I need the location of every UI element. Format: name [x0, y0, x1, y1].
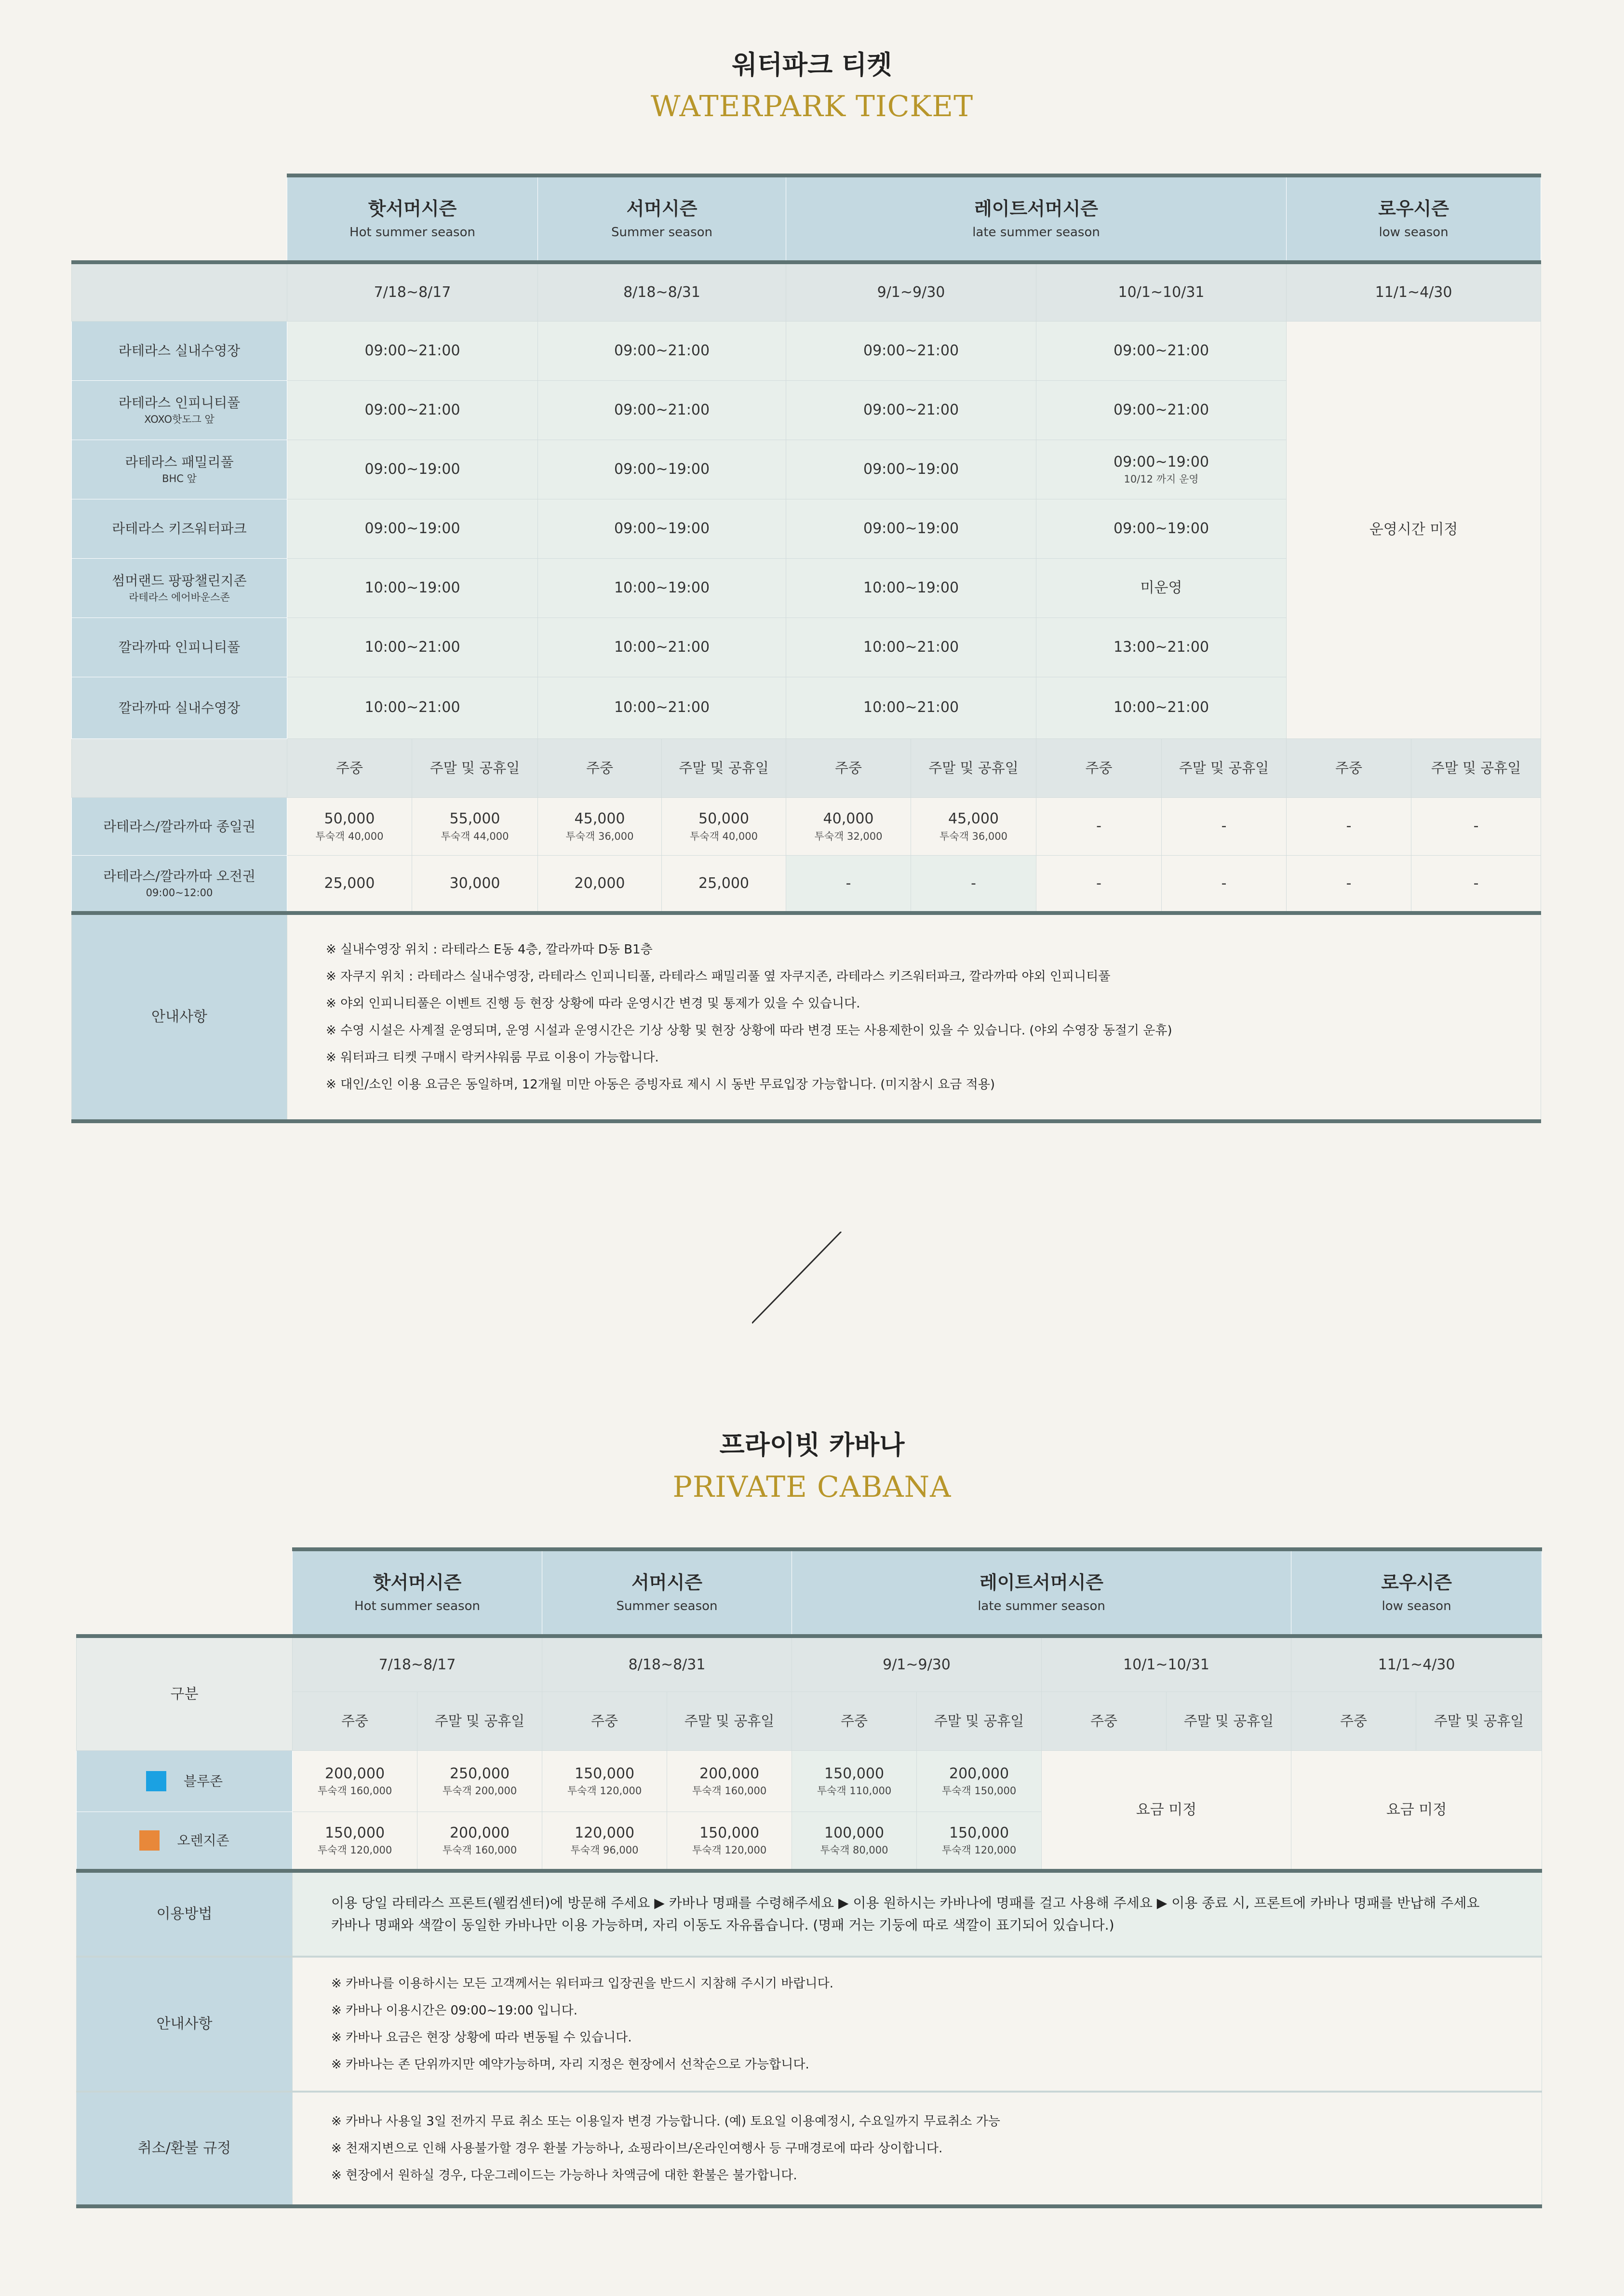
daytype-weekday: 주중	[792, 1692, 917, 1750]
ticket-info-body	[287, 913, 1541, 1121]
daytype-weekend: 주말 및 공휴일	[1162, 738, 1287, 797]
usage-line: 이용 당일 라테라스 프론트(웰컴센터)에 방문해 주세요 ▶ 카바나 명패를 수령해주세요 ▶ 이용 원하시는 카바나에 명패를 걸고 사용해 주세요 ▶ 이용 종료 시, 프론트에 카바나 명패를 반납해 주세요	[331, 1895, 1480, 1911]
zone-label-orange: 오렌지존	[77, 1812, 293, 1871]
info-item: ※ 카바나 요금은 현장 상황에 따라 변동될 수 있습니다.	[331, 2024, 1542, 2051]
hours-cell: 09:00~19:00	[287, 499, 538, 558]
facility-label: 썸머랜드 팡팡챌린지존 라테라스 에어바운스존	[72, 558, 287, 618]
private-cabana-table	[76, 1547, 1542, 2208]
daytype-weekday: 주중	[542, 1692, 667, 1750]
daytype-weekend: 주말 및 공휴일	[911, 738, 1036, 797]
daytype-weekday: 주중	[1036, 738, 1162, 797]
hours-cell: 10:00~21:00	[538, 618, 786, 677]
season-low: 로우시즌 low season	[1287, 175, 1541, 262]
hours-cell: 09:00~19:00	[538, 499, 786, 558]
price-cell: -	[786, 855, 911, 913]
price-cell: 50,000 투숙객 40,000	[287, 797, 412, 855]
price-cell: 150,000 투숙객 120,000	[917, 1812, 1042, 1871]
date-cell: 10/1~10/31	[1036, 262, 1287, 321]
season-late-summer: 레이트서머시즌 late summer season	[792, 1549, 1291, 1636]
price-cell: 200,000 투숙객 160,000	[417, 1812, 542, 1871]
hours-cell: 09:00~21:00	[538, 321, 786, 380]
info-item: ※ 수영 시설은 사계절 운영되며, 운영 시설과 운영시간은 기상 상황 및 현장 상황에 따라 변경 또는 사용제한이 있을 수 있습니다. (야외 수영장 동절기 운휴)	[326, 1017, 1541, 1044]
price-cell: 45,000 투숙객 36,000	[538, 797, 662, 855]
hours-cell: 10:00~19:00	[786, 558, 1036, 618]
refund-item: ※ 카바나 사용일 3일 전까지 무료 취소 또는 이용일자 변경 가능합니다. (예) 토요일 이용예정시, 수요일까지 무료취소 가능	[331, 2108, 1542, 2135]
hours-cell: 09:00~19:00	[1036, 499, 1287, 558]
hours-cell: 10:00~19:00	[287, 558, 538, 618]
daytype-weekend: 주말 및 공휴일	[417, 1692, 542, 1750]
season-summer: 서머시즌 Summer season	[538, 175, 786, 262]
daytype-weekend: 주말 및 공휴일	[1411, 738, 1541, 797]
orange-zone-swatch	[139, 1830, 160, 1851]
info-item: ※ 워터파크 티켓 구매시 락커샤워룸 무료 이용이 가능합니다.	[326, 1044, 1541, 1071]
price-cell: 20,000	[538, 855, 662, 913]
hours-cell: 09:00~19:00 10/12 까지 운영	[1036, 440, 1287, 499]
price-cell: -	[1411, 855, 1541, 913]
price-row-label: 라테라스/깔라까따 오전권 09:00~12:00	[72, 855, 287, 913]
season-hot-summer: 핫서머시즌 Hot summer season	[293, 1549, 542, 1636]
refund-item: ※ 천재지변으로 인해 사용불가할 경우 환불 가능하나, 쇼핑라이브/온라인여행사 등 구매경로에 따라 상이합니다.	[331, 2135, 1542, 2162]
cabana-info-label: 안내사항	[77, 1957, 293, 2092]
zone-label-blue: 블루존	[77, 1750, 293, 1812]
facility-label: 라테라스 실내수영장	[72, 321, 287, 380]
price-undecided: 요금 미정	[1291, 1750, 1542, 1871]
hours-cell: 09:00~21:00	[1036, 380, 1287, 440]
hours-cell: 09:00~21:00	[538, 380, 786, 440]
daytype-weekend: 주말 및 공휴일	[917, 1692, 1042, 1750]
info-item: ※ 카바나 이용시간은 09:00~19:00 입니다.	[331, 1997, 1542, 2024]
hours-cell: 13:00~21:00	[1036, 618, 1287, 677]
hours-cell: 10:00~21:00	[786, 618, 1036, 677]
facility-label: 라테라스 패밀리풀 BHC 앞	[72, 440, 287, 499]
info-item: ※ 실내수영장 위치 : 라테라스 E동 4층, 깔라까따 D동 B1층	[326, 936, 1541, 963]
hours-cell: 09:00~21:00	[786, 321, 1036, 380]
date-cell: 8/18~8/31	[542, 1636, 792, 1692]
price-cell: 150,000 투숙객 120,000	[667, 1812, 792, 1871]
season-low: 로우시즌 low season	[1291, 1549, 1542, 1636]
usage-label: 이용방법	[77, 1871, 293, 1957]
price-cell: 120,000 투숙객 96,000	[542, 1812, 667, 1871]
info-item: ※ 야외 인피니티풀은 이벤트 진행 등 현장 상황에 따라 운영시간 변경 및 통제가 있을 수 있습니다.	[326, 990, 1541, 1017]
price-cell: 100,000 투숙객 80,000	[792, 1812, 917, 1871]
hours-cell: 10:00~21:00	[287, 677, 538, 738]
info-item: ※ 카바나를 이용하시는 모든 고객께서는 워터파크 입장권을 반드시 지참해 주시기 바랍니다.	[331, 1970, 1542, 1997]
price-cell: -	[1036, 797, 1162, 855]
facility-label: 깔라까따 인피니티풀	[72, 618, 287, 677]
daytype-weekend: 주말 및 공휴일	[412, 738, 538, 797]
date-cell: 11/1~4/30	[1291, 1636, 1542, 1692]
price-cell: 45,000 투숙객 36,000	[911, 797, 1036, 855]
price-cell: 200,000 투숙객 160,000	[293, 1750, 417, 1812]
price-cell: 200,000 투숙객 150,000	[917, 1750, 1042, 1812]
cabana-info-body	[293, 1957, 1542, 2092]
facility-label: 라테라스 키즈워터파크	[72, 499, 287, 558]
price-cell: 30,000	[412, 855, 538, 913]
hours-cell: 10:00~21:00	[786, 677, 1036, 738]
hours-cell: 09:00~19:00	[786, 440, 1036, 499]
hours-cell: 09:00~19:00	[786, 499, 1036, 558]
daytype-weekday: 주중	[1042, 1692, 1167, 1750]
waterpark-ticket-table	[71, 174, 1541, 1123]
date-cell: 9/1~9/30	[786, 262, 1036, 321]
price-cell: 150,000 투숙객 110,000	[792, 1750, 917, 1812]
hours-cell: 10:00~21:00	[538, 677, 786, 738]
corner-blank	[77, 1549, 293, 1636]
price-cell: 150,000 투숙객 120,000	[293, 1812, 417, 1871]
hours-cell: 09:00~21:00	[1036, 321, 1287, 380]
daytype-weekday: 주중	[287, 738, 412, 797]
date-cell: 9/1~9/30	[792, 1636, 1042, 1692]
price-cell: 200,000 투숙객 160,000	[667, 1750, 792, 1812]
price-cell: -	[1411, 797, 1541, 855]
section-divider-slash	[752, 1232, 848, 1328]
refund-label: 취소/환불 규정	[77, 2092, 293, 2206]
price-cell: -	[1162, 855, 1287, 913]
daytype-weekday: 주중	[538, 738, 662, 797]
daytype-weekday: 주중	[1287, 738, 1411, 797]
price-cell: 25,000	[287, 855, 412, 913]
ticket-title-en: WATERPARK TICKET	[650, 90, 974, 123]
facility-label: 라테라스 인피니티풀 XOXO핫도그 앞	[72, 380, 287, 440]
hours-cell: 10:00~19:00	[538, 558, 786, 618]
daytype-header-blank	[72, 738, 287, 797]
refund-body	[293, 2092, 1542, 2206]
hours-cell: 10:00~21:00	[287, 618, 538, 677]
price-cell: -	[1287, 797, 1411, 855]
price-cell: 250,000 투숙객 200,000	[417, 1750, 542, 1812]
price-undecided: 요금 미정	[1042, 1750, 1291, 1871]
usage-line: 카바나 명패와 색깔이 동일한 카바나만 이용 가능하며, 자리 이동도 자유롭습니다. (명패 거는 기둥에 따로 색깔이 표기되어 있습니다.)	[331, 1917, 1114, 1933]
hours-cell: 미운영	[1036, 558, 1287, 618]
date-cell: 7/18~8/17	[293, 1636, 542, 1692]
season-late-summer: 레이트서머시즌 late summer season	[786, 175, 1287, 262]
date-cell: 7/18~8/17	[287, 262, 538, 321]
hours-cell: 09:00~21:00	[786, 380, 1036, 440]
corner-blank	[72, 175, 287, 262]
price-cell: 25,000	[662, 855, 786, 913]
daytype-weekday: 주중	[293, 1692, 417, 1750]
date-cell: 10/1~10/31	[1042, 1636, 1291, 1692]
price-cell: -	[1287, 855, 1411, 913]
daytype-weekend: 주말 및 공휴일	[1167, 1692, 1291, 1750]
hours-cell: 09:00~21:00	[287, 380, 538, 440]
hours-cell: 09:00~19:00	[287, 440, 538, 499]
info-item: ※ 대인/소인 이용 요금은 동일하며, 12개월 미만 아동은 증빙자료 제시 시 동반 무료입장 가능합니다. (미지참시 요금 적용)	[326, 1071, 1541, 1098]
hours-cell: 10:00~21:00	[1036, 677, 1287, 738]
daytype-weekend: 주말 및 공휴일	[1416, 1692, 1542, 1750]
refund-item: ※ 현장에서 원하실 경우, 다운그레이드는 가능하나 차액금에 대한 환불은 불가합니다.	[331, 2162, 1542, 2189]
price-cell: 150,000 투숙객 120,000	[542, 1750, 667, 1812]
info-item: ※ 카바나는 존 단위까지만 예약가능하며, 자리 지정은 현장에서 선착순으로 가능합니다.	[331, 2051, 1542, 2078]
price-cell: 40,000 투숙객 32,000	[786, 797, 911, 855]
cabana-title-en: PRIVATE CABANA	[672, 1470, 952, 1504]
date-cell: 11/1~4/30	[1287, 262, 1541, 321]
ticket-title-ko: 워터파크 티켓	[732, 50, 892, 80]
hours-cell: 09:00~21:00	[287, 321, 538, 380]
season-hot-summer: 핫서머시즌 Hot summer season	[287, 175, 538, 262]
hours-cell: 09:00~19:00	[538, 440, 786, 499]
cabana-title-ko: 프라이빗 카바나	[719, 1430, 905, 1460]
price-cell: -	[911, 855, 1036, 913]
usage-body	[293, 1871, 1542, 1957]
daytype-weekend: 주말 및 공휴일	[662, 738, 786, 797]
blue-zone-swatch	[146, 1771, 166, 1791]
date-header-blank	[72, 262, 287, 321]
season-summer: 서머시즌 Summer season	[542, 1549, 792, 1636]
info-item: ※ 자쿠지 위치 : 라테라스 실내수영장, 라테라스 인피니티풀, 라테라스 패밀리풀 옆 자쿠지존, 라테라스 키즈워터파크, 깔라까따 야외 인피니티풀	[326, 963, 1541, 990]
daytype-weekend: 주말 및 공휴일	[667, 1692, 792, 1750]
ticket-info-label: 안내사항	[72, 913, 287, 1121]
facility-label: 깔라까따 실내수영장	[72, 677, 287, 738]
daytype-weekday: 주중	[786, 738, 911, 797]
price-cell: -	[1162, 797, 1287, 855]
date-cell: 8/18~8/31	[538, 262, 786, 321]
price-cell: 55,000 투숙객 44,000	[412, 797, 538, 855]
price-cell: -	[1036, 855, 1162, 913]
category-label: 구분	[77, 1636, 293, 1750]
price-row-label: 라테라스/깔라까따 종일권	[72, 797, 287, 855]
price-cell: 50,000 투숙객 40,000	[662, 797, 786, 855]
low-season-hours-note: 운영시간 미정	[1287, 321, 1541, 738]
daytype-weekday: 주중	[1291, 1692, 1416, 1750]
